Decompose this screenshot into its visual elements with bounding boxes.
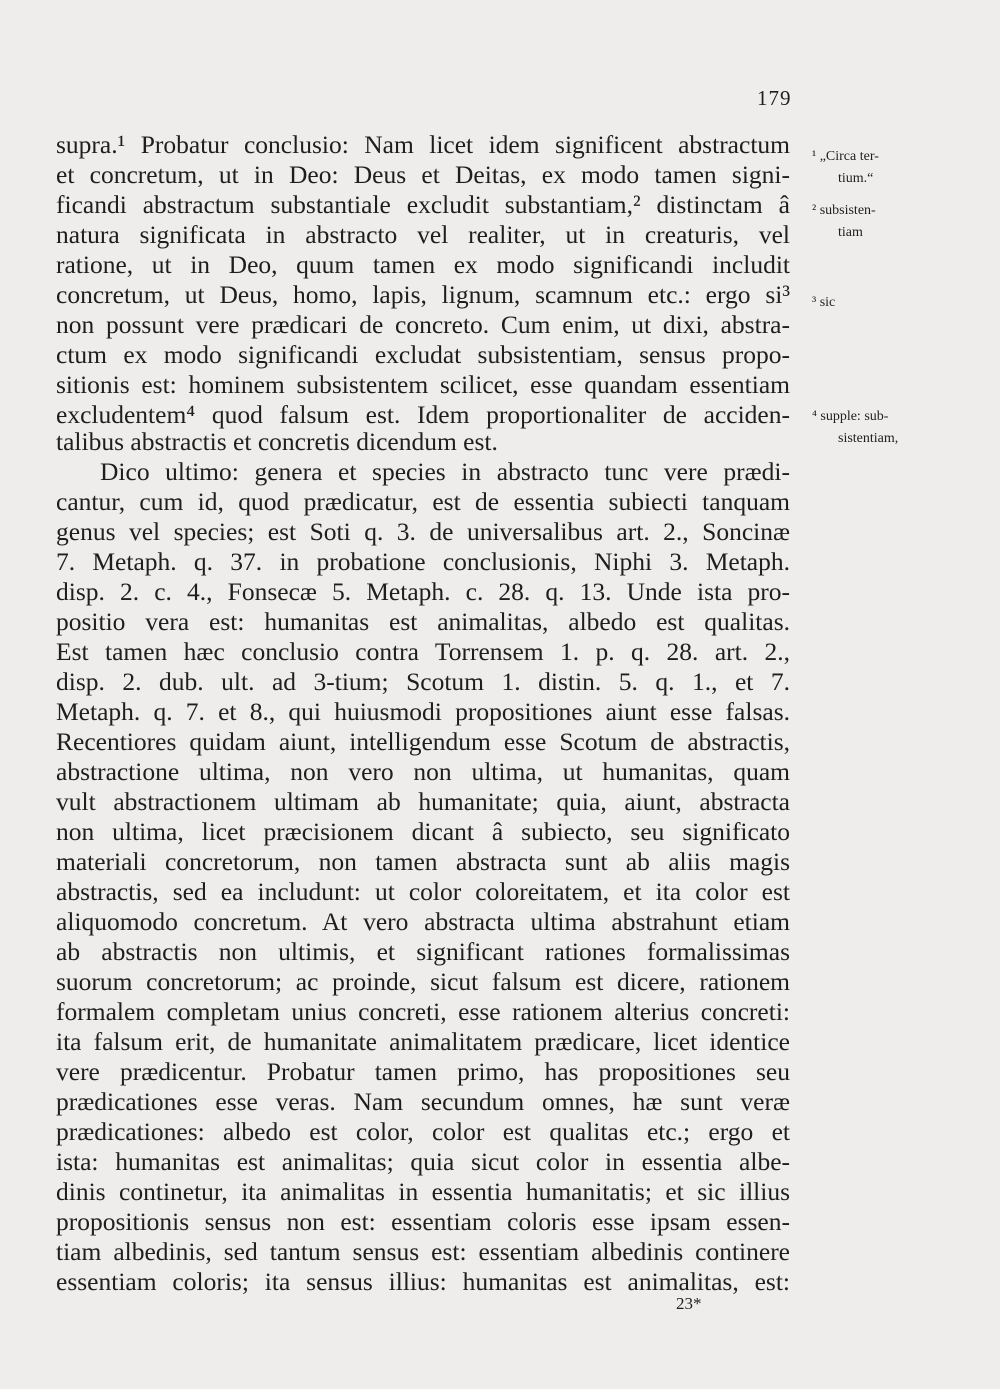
text-line: supra.¹ Probatur conclusio: Nam licet idem significent abstractum	[56, 130, 790, 159]
text-line: non possunt vere prædicari de concreto. Cum enim, ut dixi, abstra-	[56, 310, 790, 339]
text-line: materiali concretorum, non tamen abstracta sunt ab aliis magis	[56, 847, 790, 876]
text-line: Recentiores quidam aiunt, intelligendum esse Scotum de abstractis,	[56, 727, 790, 756]
text-line: et concretum, ut in Deo: Deus et Deitas, ex modo tamen signi-	[56, 160, 790, 189]
text-line: formalem completam unius concreti, esse rationem alterius concreti:	[56, 997, 790, 1026]
text-line: ctum ex modo significandi excludat subsistentiam, sensus propo-	[56, 340, 790, 369]
margin-note-line: ¹ „Circa ter-	[812, 149, 879, 164]
margin-note-line: ² subsisten-	[812, 203, 876, 218]
margin-note	[812, 200, 992, 244]
text-line: Est tamen hæc conclusio contra Torrensem 1. p. q. 28. art. 2.,	[56, 637, 790, 666]
margin-note	[812, 146, 992, 190]
text-line: prædicationes: albedo est color, color est qualitas etc.; ergo et	[56, 1117, 790, 1146]
text-line: ratione, ut in Deo, quum tamen ex modo significandi includit	[56, 250, 790, 279]
margin-note-line: ³ sic	[812, 295, 836, 310]
text-line: aliquomodo concretum. At vero abstracta ultima abstrahunt etiam	[56, 907, 790, 936]
text-line: genus vel species; est Soti q. 3. de universalibus art. 2., Soncinæ	[56, 517, 790, 546]
text-line: ista: humanitas est animalitas; quia sicut color in essentia albe-	[56, 1147, 790, 1176]
text-line: tiam albedinis, sed tantum sensus est: essentiam albedinis continere	[56, 1237, 790, 1266]
text-line: cantur, cum id, quod prædicatur, est de essentia subiecti tanquam	[56, 487, 790, 516]
text-line: ficandi abstractum substantiale excludit substantiam,² distinctam â	[56, 190, 790, 219]
text-line: positio vera est: humanitas est animalitas, albedo est qualitas.	[56, 607, 790, 636]
text-line: 7. Metaph. q. 37. in probatione conclusionis, Niphi 3. Metaph.	[56, 547, 790, 576]
text-line: non ultima, licet præcisionem dicant â subiecto, seu significato	[56, 817, 790, 846]
text-line: prædicationes esse veras. Nam secundum omnes, hæ sunt veræ	[56, 1087, 790, 1116]
text-line: ab abstractis non ultimis, et significant rationes formalissimas	[56, 937, 790, 966]
text-line: natura significata in abstracto vel realiter, ut in creaturis, vel	[56, 220, 790, 249]
text-line: concretum, ut Deus, homo, lapis, lignum, scamnum etc.: ergo si³	[56, 280, 790, 309]
page-number: 179	[757, 86, 792, 110]
text-line: disp. 2. c. 4., Fonsecæ 5. Metaph. c. 28. q. 13. Unde ista pro-	[56, 577, 790, 606]
text-line: talibus abstractis et concretis dicendum est.	[56, 427, 498, 456]
text-line: suorum concretorum; ac proinde, sicut falsum est dicere, rationem	[56, 967, 790, 996]
text-line: ita falsum erit, de humanitate animalitatem prædicare, licet identice	[56, 1027, 790, 1056]
text-line: disp. 2. dub. ult. ad 3-tium; Scotum 1. distin. 5. q. 1., et 7.	[56, 667, 790, 696]
text-line: propositionis sensus non est: essentiam coloris esse ipsam essen-	[56, 1207, 790, 1236]
margin-note	[812, 406, 992, 450]
text-line: essentiam coloris; ita sensus illius: humanitas est animalitas, est:	[56, 1267, 790, 1296]
text-line: sitionis est: hominem subsistentem scilicet, esse quandam essentiam	[56, 370, 790, 399]
text-line: Dico ultimo: genera et species in abstracto tunc vere prædi-	[100, 457, 790, 486]
margin-note-line: tium.“	[838, 171, 874, 186]
text-line: abstractione ultima, non vero non ultima, ut humanitas, quam	[56, 757, 790, 786]
text-line: excludentem⁴ quod falsum est. Idem proportionaliter de acciden-	[56, 400, 790, 429]
text-line: vere prædicentur. Probatur tamen primo, has propositiones seu	[56, 1057, 790, 1086]
margin-note	[812, 292, 992, 314]
margin-note-line: sistentiam,	[838, 431, 899, 446]
text-line: vult abstractionem ultimam ab humanitate; quia, aiunt, abstracta	[56, 787, 790, 816]
margin-note-line: tiam	[838, 225, 863, 240]
text-line: Metaph. q. 7. et 8., qui huiusmodi propositiones aiunt esse falsas.	[56, 697, 790, 726]
text-line: abstractis, sed ea includunt: ut color coloreitatem, et ita color est	[56, 877, 790, 906]
margin-note-line: ⁴ supple: sub-	[812, 409, 889, 424]
text-line: dinis continetur, ita animalitas in essentia humanitatis; et sic illius	[56, 1177, 790, 1206]
signature-mark: 23*	[676, 1294, 702, 1313]
